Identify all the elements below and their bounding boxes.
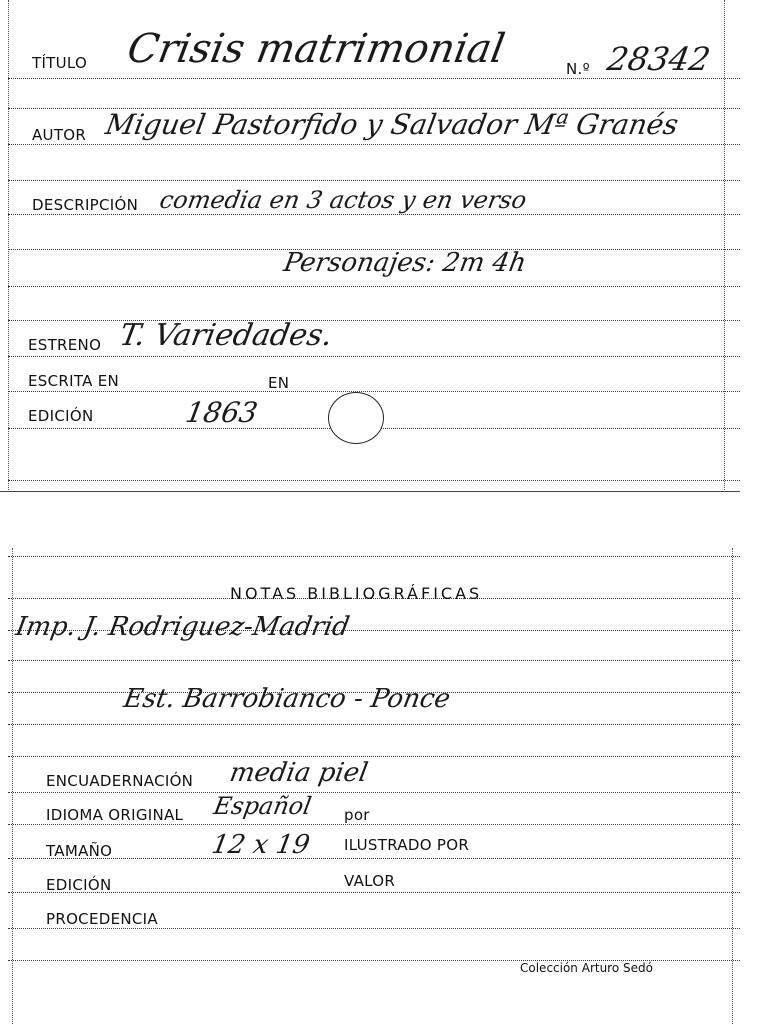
edicion-value: 1863 [183,396,261,429]
valor-label: VALOR [344,872,396,890]
edicion-label: EDICIÓN [46,876,112,894]
descripcion-value: comedia en 3 actos y en verso [157,186,529,214]
ruled-line [8,756,740,757]
descripcion-extra: Personajes: 2m 4h [281,248,529,278]
catalog-card-bottom [8,548,740,1024]
estreno-label: ESTRENO [28,336,102,354]
encuadernacion-label: ENCUADERNACIÓN [46,772,194,790]
card-separator [0,491,740,492]
card-left-border [8,0,9,490]
ilustrado-label: ILUSTRADO POR [344,836,470,854]
ruled-line [8,858,740,859]
ruled-line [8,892,740,893]
procedencia-label: PROCEDENCIA [46,910,158,928]
ruled-line [8,792,740,793]
en-label: EN [268,374,290,392]
ruled-line [8,78,740,79]
ruled-line [8,660,740,661]
titulo-label: TÍTULO [32,54,88,72]
estreno-value: T. Variedades. [116,318,336,353]
note-line-2: Est. Barrobianco - Ponce [121,684,453,714]
numero-label: N.º [566,60,590,78]
ruled-line [8,480,740,481]
ruled-line [8,286,740,287]
idioma-label: IDIOMA ORIGINAL [46,806,184,824]
ruled-line [8,556,740,557]
tamano-label: TAMAÑO [46,842,113,860]
note-line-1: Imp. J. Rodriguez-Madrid [13,612,352,642]
punch-hole [328,392,384,444]
notas-header: NOTAS BIBLIOGRÁFICAS [230,584,483,603]
idioma-value: Español [211,792,314,820]
ruled-line [8,356,740,357]
ruled-line [8,928,740,929]
ruled-line [8,144,740,145]
por-label: por [344,806,370,824]
numero-value: 28342 [604,40,714,78]
escrita-en-label: ESCRITA EN [28,372,120,390]
titulo-value: Crisis matrimonial [123,26,509,72]
edicion-label: EDICIÓN [28,407,94,425]
tamano-value: 12 x 19 [209,830,313,860]
coleccion-colofon: Colección Arturo Sedó [520,961,653,975]
ruled-line [8,824,740,825]
ruled-line [8,180,740,181]
card-right-border [724,0,725,490]
encuadernacion-value: media piel [227,758,371,788]
descripcion-label: DESCRIPCIÓN [32,196,139,214]
card-right-border [732,548,733,1024]
ruled-line [8,724,740,725]
card-left-border [12,548,13,1024]
ruled-line [8,214,740,215]
autor-label: AUTOR [32,126,87,144]
ruled-line [8,391,740,392]
autor-value: Miguel Pastorfido y Salvador Mª Granés [103,108,681,141]
ruled-line [8,320,740,321]
